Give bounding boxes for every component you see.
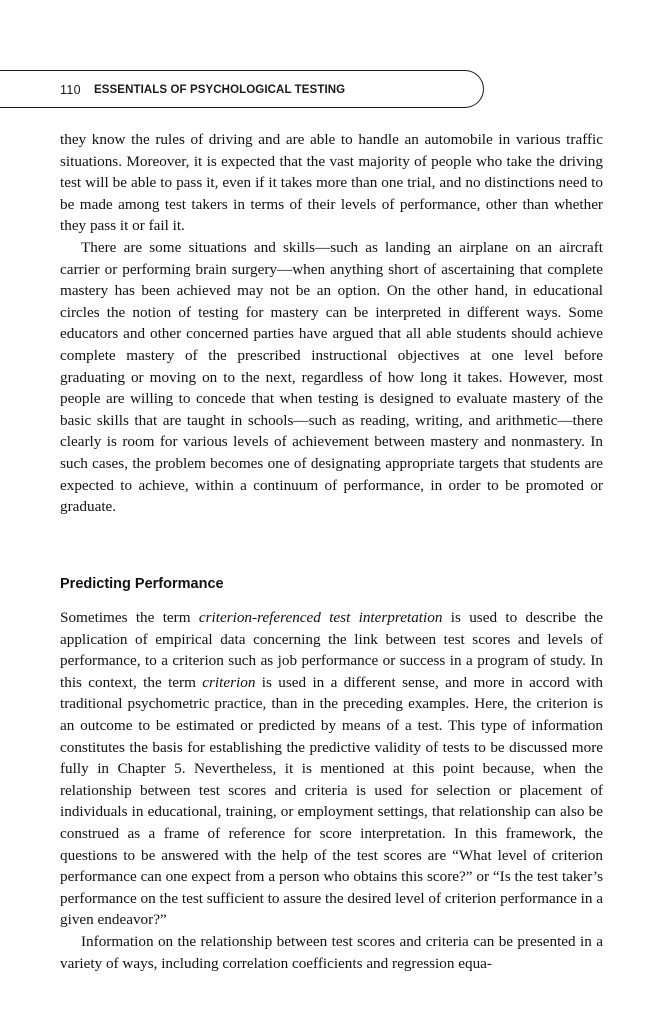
running-header [0,70,484,108]
book-title: ESSENTIALS OF PSYCHOLOGICAL TESTING [94,84,346,96]
paragraph-criterion-referenced [60,607,603,931]
section-heading: Predicting Performance [60,576,224,592]
page-number: 110 [60,83,81,97]
paragraph-relationship-info: Information on the relationship between test scores and criteria can be presented in a variety of ways, including correlation coefficients and regression equa- [60,932,603,972]
italic-term-criterion-referenced: criterion-referenced test interpretation [198,609,443,626]
paragraph-mastery: There are some situations and skills—such as landing an airplane on an aircraft carrier or performing brain surgery—when anything short of ascertaining that complete mastery has been achieved may not be an option. On the other hand, in educational circles the notion of testing for mastery can be interpreted in different ways. Some educators and other concerned parties have argued that all able students should achieve complete mastery of the prescribed instructional objectives at one level before graduating or moving on to the next, regardless of how long it takes. However, most people are willing to concede that when testing is designed to evaluate mastery of the basic skills that are taught in schools—such as reading, writing, and arithmetic—there clearly is room for various levels of achievement between mastery and nonmastery. In such cases, the problem becomes one of designating appropriate targets that students are expected to achieve, within a continuum of performance, in order to be promoted or graduate. [60,238,603,516]
italic-term-criterion: criterion [202,673,256,691]
text-run: is used in a different sense, and more in accord with traditional psychometric practice, than in the preceding examples. Here, the criterion is an outcome to be estimated or predicted by means of a test. This type of information constitutes the basis for establishing the predictive validity of tests to be discussed more fully in Chapter 5. Nevertheless, it is mentioned at this point because, when the relationship between test scores and criteria is used for selection or placement of individuals in educational, training, or employment settings, that relationship can also be construed as a frame of reference for score interpretation. In this framework, the questions to be answered with the help of the test scores are “What level of criterion performance can one expect from a person who obtains this score?” or “Is the test taker’s performance on the test sufficient to assure the desired level of criterion performance in a given endeavor?” [60,673,604,929]
body-text-top [60,129,603,518]
text-run: Sometimes the term [60,609,199,626]
text-run: is used to describe the application of empirical data concerning the link between test scores and levels of performance, to a criterion such as job performance or success in a program of study. In this context, the term [60,609,603,691]
paragraph-driving-test: they know the rules of driving and are able to handle an automobile in various traffic situations. Moreover, it is expected that the vast majority of people who take the driving test will be able to pass it, even if it takes more than one trial, and no distinctions need to be made among test takers in terms of their levels of performance, other than whether they pass it or fail it. [60,131,603,235]
body-text-section [60,607,603,974]
